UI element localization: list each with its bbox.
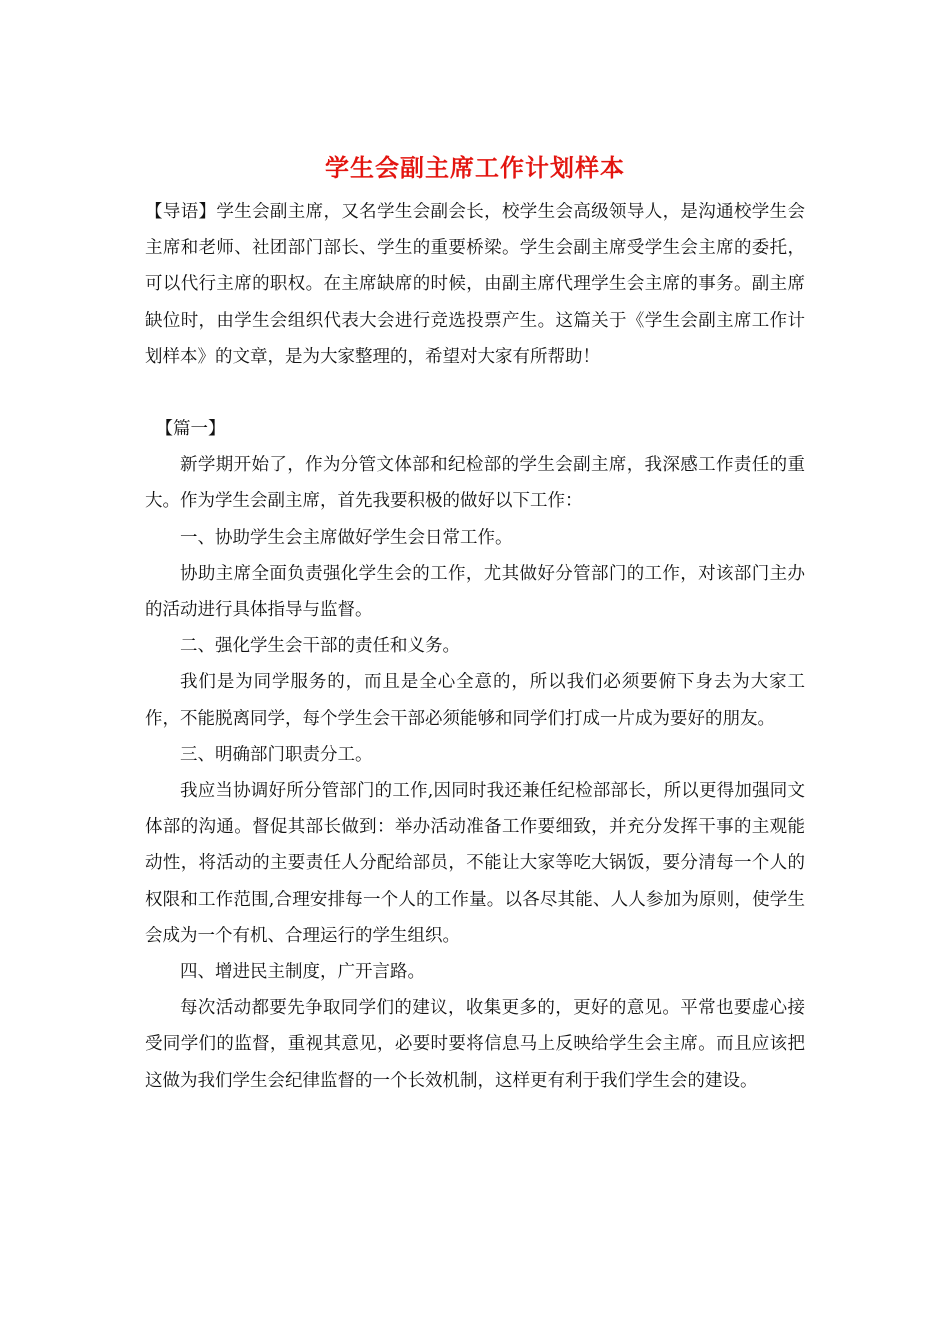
body-paragraph: 协助主席全面负责强化学生会的工作，尤其做好分管部门的工作，对该部门主办的活动进行具体指导与监督。	[145, 563, 805, 621]
section-heading-2: 二、强化学生会干部的责任和义务。	[180, 636, 460, 657]
section-heading-4: 四、增进民主制度，广开言路。	[180, 962, 425, 983]
document-page	[145, 150, 805, 1099]
section-heading-3: 三、明确部门职责分工。	[180, 744, 373, 765]
section-label: 【篇一】	[155, 419, 226, 440]
document-title: 学生会副主席工作计划样本	[325, 153, 625, 182]
body-paragraph: 每次活动都要先争取同学们的建议，收集更多的，更好的意见。平常也要虚心接受同学们的监督，重视其意见，必要时要将信息马上反映给学生会主席。而且应该把这做为我们学生会纪律监督的一个长效机制，这样更有利于我们学生会的建设。	[145, 998, 805, 1091]
section-heading-1: 一、协助学生会主席做好学生会日常工作。	[180, 527, 513, 548]
body-paragraph: 我应当协调好所分管部门的工作,因同时我还兼任纪检部部长，所以更得加强同文体部的沟通。督促其部长做到：举办活动准备工作要细致，并充分发挥干事的主观能动性，将活动的主要责任人分配给部员，不能让大家等吃大锅饭，要分清每一个人的权限和工作范围,合理安排每一个人的工作量。以各尽其能、人人参加为原则，使学生会成为一个有机、合理运行的学生组织。	[145, 781, 805, 946]
body-paragraph: 新学期开始了，作为分管文体部和纪检部的学生会副主席，我深感工作责任的重大。作为学生会副主席，首先我要积极的做好以下工作：	[145, 455, 805, 512]
intro-paragraph: 【导语】学生会副主席，又名学生会副会长，校学生会高级领导人，是沟通校学生会主席和老师、社团部门部长、学生的重要桥梁。学生会副主席受学生会主席的委托，可以代行主席的职权。在主席缺席的时候，由副主席代理学生会主席的事务。副主席缺位时，由学生会组织代表大会进行竞选投票产生。这篇关于《学生会副主席工作计划样本》的文章，是为大家整理的，希望对大家有所帮助！	[145, 202, 805, 367]
body-paragraph: 我们是为同学服务的，而且是全心全意的，所以我们必须要俯下身去为大家工作，不能脱离同学，每个学生会干部必须能够和同学们打成一片成为要好的朋友。	[145, 672, 805, 729]
